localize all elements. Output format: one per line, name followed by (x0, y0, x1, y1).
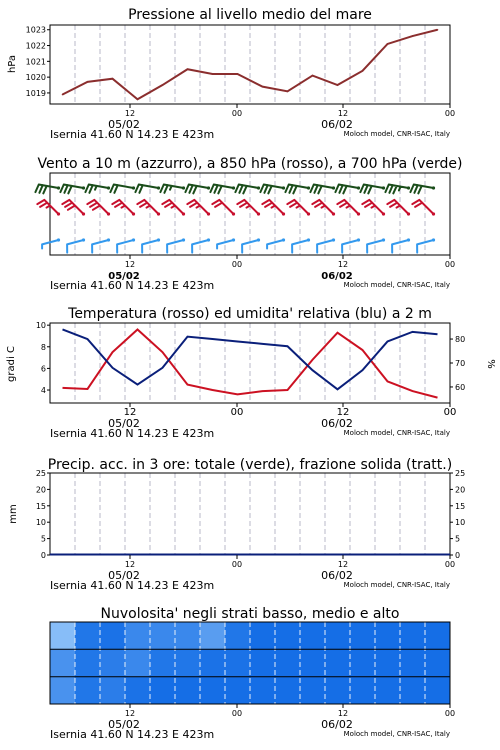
y-tick-label: 1020 (25, 73, 46, 83)
date-label: 06/02 (321, 718, 353, 731)
cloud-cell (50, 622, 76, 650)
x-tick-label: 00 (444, 709, 456, 718)
pressure-point (62, 94, 64, 96)
pressure-point (212, 73, 214, 75)
pressure-xaxis (50, 104, 455, 141)
y-tick-label: 10 (35, 518, 46, 528)
cloud-cell (150, 622, 176, 650)
x-tick-label: 00 (444, 260, 456, 269)
cloud-cell (350, 677, 376, 705)
cloud-title: Nuvolosita' negli strati basso, medio e alto (100, 606, 400, 622)
date-label: 05/02 (108, 271, 140, 282)
location-label: Isernia 41.60 N 14.23 E 423m (50, 579, 215, 592)
x-tick-label: 00 (231, 560, 243, 569)
y-tick-right-label: 80 (455, 335, 466, 345)
wind-barb-origin (282, 186, 285, 189)
wind-barb (35, 185, 58, 194)
wind-barb-origin (182, 238, 185, 241)
x-tick-label: 12 (336, 407, 350, 418)
wind-barb-origin (332, 186, 335, 189)
wind-barb (335, 185, 358, 194)
humidity-ylabel: % (485, 359, 496, 369)
y-tick-label: 20 (35, 485, 46, 495)
wind-barb-origin (257, 186, 260, 189)
x-tick-label: 12 (337, 560, 349, 569)
x-tick-label: 00 (230, 407, 244, 418)
cloud-cell (75, 649, 101, 677)
x-tick-label: 12 (337, 109, 349, 118)
model-credit: Moloch model, CNR-ISAC, Italy (343, 429, 450, 437)
x-tick-label: 00 (444, 560, 456, 569)
cloud-cell (300, 622, 326, 650)
date-label: 06/02 (321, 417, 353, 430)
cloud-cell (50, 649, 76, 677)
temperature-xaxis (50, 403, 456, 440)
wind-barb-origin (207, 186, 210, 189)
wind-barb (110, 185, 133, 193)
wind-barb-origin (207, 238, 210, 241)
temperature-title: Temperatura (rosso) ed umidita' relativa (blu) a 2 m (68, 306, 432, 322)
wind-barb-origin (307, 212, 310, 215)
model-credit: Moloch model, CNR-ISAC, Italy (343, 281, 450, 289)
pressure-ylabel: hPa (7, 54, 18, 74)
cloud-panel (50, 606, 455, 741)
pressure-title: Pressione al livello medio del mare (128, 7, 372, 23)
date-label: 06/02 (321, 271, 353, 282)
y-tick-right-label: 5 (455, 534, 461, 544)
wind-title: Vento a 10 m (azzurro), a 850 hPa (rosso), a 700 hPa (verde) (37, 156, 463, 172)
cloud-cell (150, 677, 176, 705)
wind-barb (285, 185, 308, 194)
x-tick-label: 12 (124, 709, 136, 718)
wind-barb (337, 200, 358, 214)
pressure-point (412, 35, 414, 37)
wind-barb (62, 200, 83, 214)
wind-barb-origin (157, 212, 160, 215)
cloud-cell (425, 649, 451, 677)
wind-barb (37, 200, 58, 214)
wind-barb (260, 185, 283, 194)
wind-barb (135, 185, 158, 193)
cloud-cell (225, 622, 251, 650)
y-tick-label: 1021 (25, 57, 46, 67)
cloud-cell (200, 649, 226, 677)
y-tick-right-label: 70 (455, 359, 466, 368)
pressure-yticks (26, 26, 50, 98)
cloud-cell (125, 677, 151, 705)
wind-barbs (35, 185, 435, 253)
date-label: 05/02 (108, 718, 140, 731)
wind-barb (312, 200, 333, 214)
cloud-cell (50, 677, 76, 705)
wind-barb (287, 200, 308, 214)
cloud-cell (225, 677, 251, 705)
wind-barb (160, 185, 183, 193)
wind-barb (362, 200, 383, 214)
cloud-cell (225, 649, 251, 677)
wind-barb (412, 200, 433, 214)
pressure-point (337, 84, 339, 86)
wind-barb-origin (382, 212, 385, 215)
cloud-cell (175, 622, 201, 650)
cloud-cell (400, 622, 426, 650)
y-tick-label: 4 (40, 386, 46, 396)
precip-title: Precip. acc. in 3 ore: totale (verde), frazione solida (tratt.) (47, 457, 453, 473)
pressure-point (387, 43, 389, 45)
pressure-point (87, 81, 89, 83)
cloud-cell (200, 622, 226, 650)
precip-panel (8, 457, 465, 592)
wind-barb (262, 200, 283, 214)
location-label: Isernia 41.60 N 14.23 E 423m (50, 279, 215, 292)
pressure-point (362, 70, 364, 72)
pressure-point (137, 98, 139, 100)
wind-barb-origin (57, 238, 60, 241)
cloud-cell (425, 622, 451, 650)
wind-barb-origin (382, 186, 385, 189)
cloud-cell (300, 677, 326, 705)
cloud-cell (100, 677, 126, 705)
wind-barb (212, 200, 233, 214)
cloud-cell (275, 649, 301, 677)
y-tick-label: 5 (40, 534, 46, 544)
y-tick-label: 1022 (25, 41, 46, 51)
cloud-cell (325, 677, 351, 705)
cloud-cell (375, 622, 401, 650)
cloud-cell (400, 649, 426, 677)
wind-barb (235, 185, 258, 194)
wind-barb-origin (57, 186, 60, 189)
temperature-panel (6, 306, 496, 440)
wind-barb-origin (257, 238, 260, 241)
wind-barb-origin (182, 186, 185, 189)
pressure-point (162, 84, 164, 86)
cloud-cell (375, 677, 401, 705)
wind-barb-origin (357, 186, 360, 189)
cloud-cell (375, 649, 401, 677)
cloud-cell (275, 677, 301, 705)
wind-barb-origin (232, 186, 235, 189)
y-tick-label: 25 (35, 469, 46, 478)
y-tick-label: 1023 (25, 25, 46, 35)
temperature-ylabel: gradi C (6, 346, 17, 382)
wind-panel (35, 156, 462, 292)
wind-barb (387, 200, 408, 214)
y-tick-label: 0 (40, 551, 46, 560)
wind-barb (112, 200, 133, 214)
pressure-point (187, 68, 189, 70)
cloud-cell (250, 677, 276, 705)
location-label: Isernia 41.60 N 14.23 E 423m (50, 427, 215, 440)
model-credit: Moloch model, CNR-ISAC, Italy (343, 730, 450, 738)
wind-barb (87, 200, 108, 214)
wind-barb-origin (157, 186, 160, 189)
cloud-cell (250, 649, 276, 677)
model-credit: Moloch model, CNR-ISAC, Italy (343, 581, 450, 589)
cloud-cell (400, 677, 426, 705)
x-tick-label: 12 (124, 560, 136, 569)
wind-barb (187, 200, 208, 214)
y-tick-label: 10 (35, 321, 46, 331)
cloud-cell (75, 622, 101, 650)
wind-barb-origin (432, 212, 435, 215)
cloud-cell (250, 622, 276, 650)
cloud-cell (200, 677, 226, 705)
cloud-cell (75, 677, 101, 705)
wind-barb (137, 200, 158, 214)
x-tick-label: 12 (124, 109, 136, 118)
x-tick-label: 00 (443, 407, 457, 418)
date-label: 05/02 (108, 118, 140, 131)
wind-barb (210, 185, 233, 194)
pressure-point (287, 91, 289, 93)
cloud-cell (425, 677, 451, 705)
cloud-cell (175, 677, 201, 705)
wind-barb-origin (107, 212, 110, 215)
location-label: Isernia 41.60 N 14.23 E 423m (50, 128, 215, 141)
wind-barb-origin (257, 212, 260, 215)
cloud-cell (325, 649, 351, 677)
y-tick-right-label: 60 (455, 382, 466, 392)
date-label: 06/02 (321, 569, 353, 582)
x-tick-label: 00 (231, 260, 243, 269)
cloud-cell (100, 622, 126, 650)
precip-xaxis (50, 555, 455, 592)
x-tick-label: 00 (231, 109, 243, 118)
y-tick-right-label: 15 (455, 501, 466, 511)
y-tick-label: 6 (40, 364, 46, 374)
pressure-panel (7, 7, 455, 141)
pressure-point (437, 29, 439, 31)
wind-barb-origin (82, 186, 85, 189)
wind-barb-origin (282, 212, 285, 215)
pressure-point (312, 75, 314, 77)
location-label: Isernia 41.60 N 14.23 E 423m (50, 728, 215, 741)
precip-ylabel: mm (8, 504, 19, 524)
wind-xaxis (50, 255, 455, 292)
wind-barb-origin (57, 212, 60, 215)
x-tick-label: 12 (337, 260, 349, 269)
date-label: 05/02 (108, 569, 140, 582)
wind-barb-origin (357, 212, 360, 215)
cloud-cell (125, 622, 151, 650)
wind-barb-origin (232, 238, 235, 241)
x-tick-label: 12 (123, 407, 137, 418)
date-label: 06/02 (321, 118, 353, 131)
cloud-cell (350, 649, 376, 677)
y-tick-label: 1019 (25, 88, 46, 98)
wind-barb-origin (332, 212, 335, 215)
cloud-cell (275, 622, 301, 650)
wind-barb-origin (132, 212, 135, 215)
cloud-cell (300, 649, 326, 677)
y-tick-right-label: 0 (455, 551, 461, 560)
wind-barb (360, 185, 383, 194)
x-tick-label: 12 (337, 709, 349, 718)
y-tick-right-label: 10 (455, 518, 466, 528)
cloud-cell (350, 622, 376, 650)
wind-barb-origin (182, 212, 185, 215)
model-credit: Moloch model, CNR-ISAC, Italy (343, 130, 450, 138)
wind-barb-origin (382, 238, 385, 241)
cloud-cell (125, 649, 151, 677)
y-tick-label: 8 (40, 342, 46, 352)
x-tick-label: 00 (444, 109, 456, 118)
wind-barb-origin (132, 238, 135, 241)
y-tick-right-label: 25 (455, 469, 466, 478)
wind-barb-origin (332, 238, 335, 241)
wind-barb-origin (432, 238, 435, 241)
wind-barb-origin (232, 212, 235, 215)
date-label: 05/02 (108, 417, 140, 430)
wind-barb-origin (107, 238, 110, 241)
cloud-cell (325, 622, 351, 650)
precip-grid (75, 473, 425, 555)
wind-barb (85, 185, 108, 193)
wind-barb-origin (407, 212, 410, 215)
wind-barb-origin (207, 212, 210, 215)
cloud-cell (150, 649, 176, 677)
y-tick-label: 15 (35, 501, 46, 511)
wind-barb-origin (282, 238, 285, 241)
wind-barb (185, 185, 208, 194)
wind-barb-origin (307, 238, 310, 241)
wind-barb-origin (107, 186, 110, 189)
cloud-xaxis (50, 704, 455, 741)
wind-barb-origin (432, 186, 435, 189)
x-tick-label: 00 (231, 709, 243, 718)
wind-barb-origin (132, 186, 135, 189)
pressure-point (237, 73, 239, 75)
wind-barb (410, 185, 433, 194)
wind-barb-origin (82, 212, 85, 215)
wind-barb (237, 200, 258, 214)
cloud-cell (100, 649, 126, 677)
wind-barb (310, 185, 333, 194)
pressure-point (112, 78, 114, 80)
wind-barb (162, 200, 183, 214)
wind-barb (385, 185, 408, 194)
pressure-line (63, 30, 438, 100)
wind-barb-origin (307, 186, 310, 189)
wind-barb-origin (407, 186, 410, 189)
x-tick-label: 12 (124, 260, 136, 269)
pressure-point (262, 86, 264, 88)
wind-barb-origin (407, 238, 410, 241)
wind-barb-origin (82, 238, 85, 241)
wind-barb-origin (157, 238, 160, 241)
y-tick-right-label: 20 (455, 485, 466, 495)
wind-barb (60, 185, 83, 194)
wind-barb-origin (357, 238, 360, 241)
cloud-cell (175, 649, 201, 677)
